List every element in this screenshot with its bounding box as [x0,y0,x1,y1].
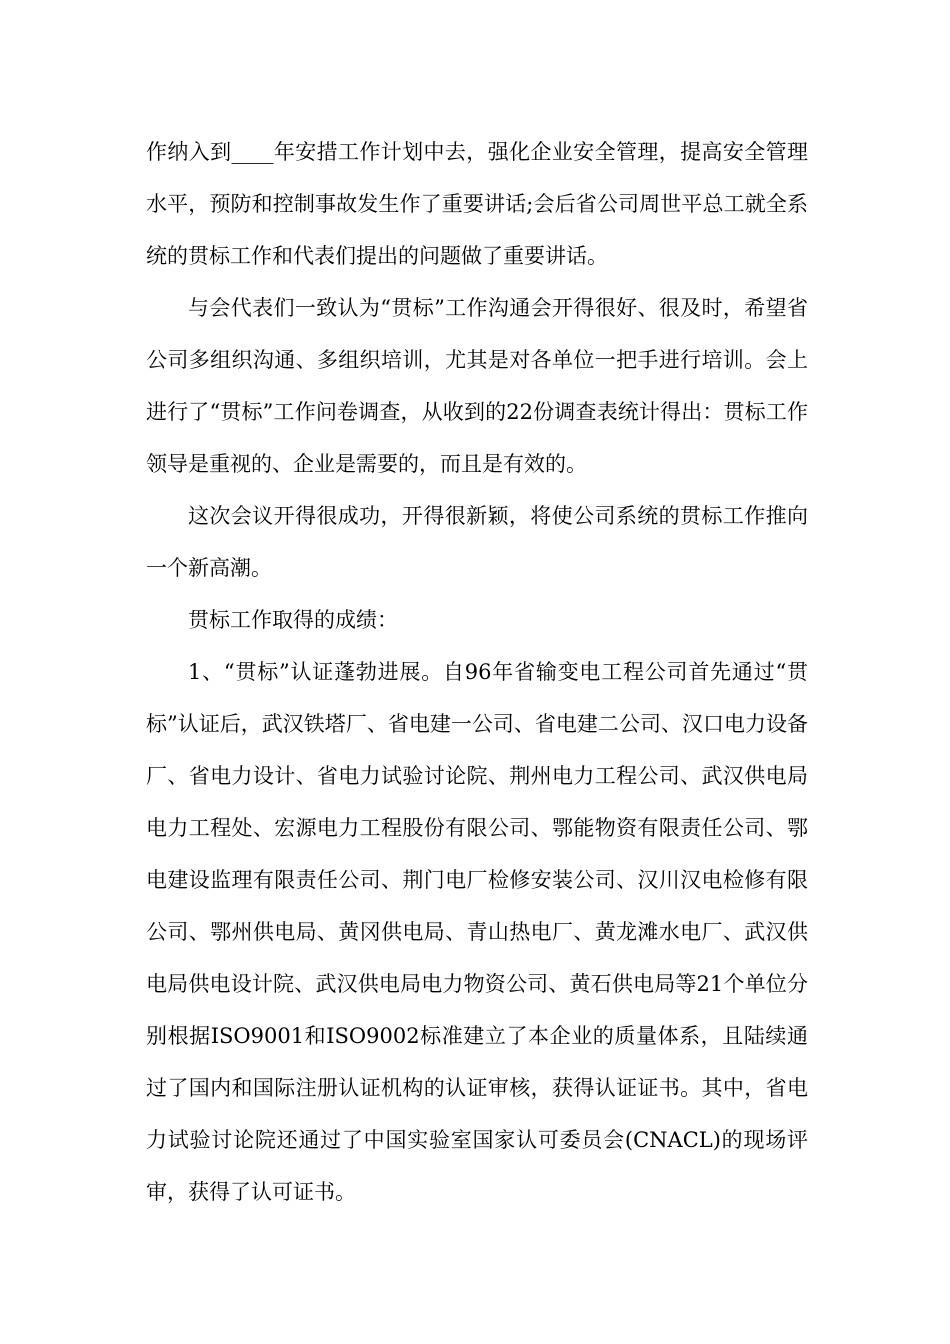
paragraph-5: 1、“贯标”认证蓬勃进展。自96年省输变电工程公司首先通过“贯标”认证后，武汉铁塔厂、省电建一公司、省电建二公司、汉口电力设备厂、省电力设计、省电力试验讨论院、荆州电力工程公司、武汉供电局电力工程处、宏源电力工程股份有限公司、鄂能物资有限责任公司、鄂电建设监理有限责任公司、荆门电厂检修安装公司、汉川汉电检修有限公司、鄂州供电局、黄冈供电局、青山热电厂、黄龙滩水电厂、武汉供电局供电设计院、武汉供电局电力物资公司、黄石供电局等21个单位分别根据ISO9001和ISO9002标准建立了本企业的质量体系，且陆续通过了国内和国际注册认证机构的认证审核，获得认证证书。其中，省电力试验讨论院还通过了中国实验室国家认可委员会(CNACL)的现场评审，获得了认可证书。 [146,660,808,1204]
paragraph-4: 贯标工作取得的成绩： [188,608,398,632]
document-body [146,126,808,1218]
paragraph-1: 作纳入到____年安措工作计划中去，强化企业安全管理，提高安全管理水平，预防和控制事故发生作了重要讲话;会后省公司周世平总工就全系统的贯标工作和代表们提出的问题做了重要讲话。 [146,140,808,268]
paragraph-2: 与会代表们一致认为“贯标”工作沟通会开得很好、很及时，希望省公司多组织沟通、多组织培训，尤其是对各单位一把手进行培训。会上进行了“贯标”工作问卷调查，从收到的22份调查表统计得出：贯标工作领导是重视的、企业是需要的，而且是有效的。 [146,296,808,476]
paragraph-3: 这次会议开得很成功，开得很新颖，将使公司系统的贯标工作推向一个新高潮。 [146,504,808,580]
